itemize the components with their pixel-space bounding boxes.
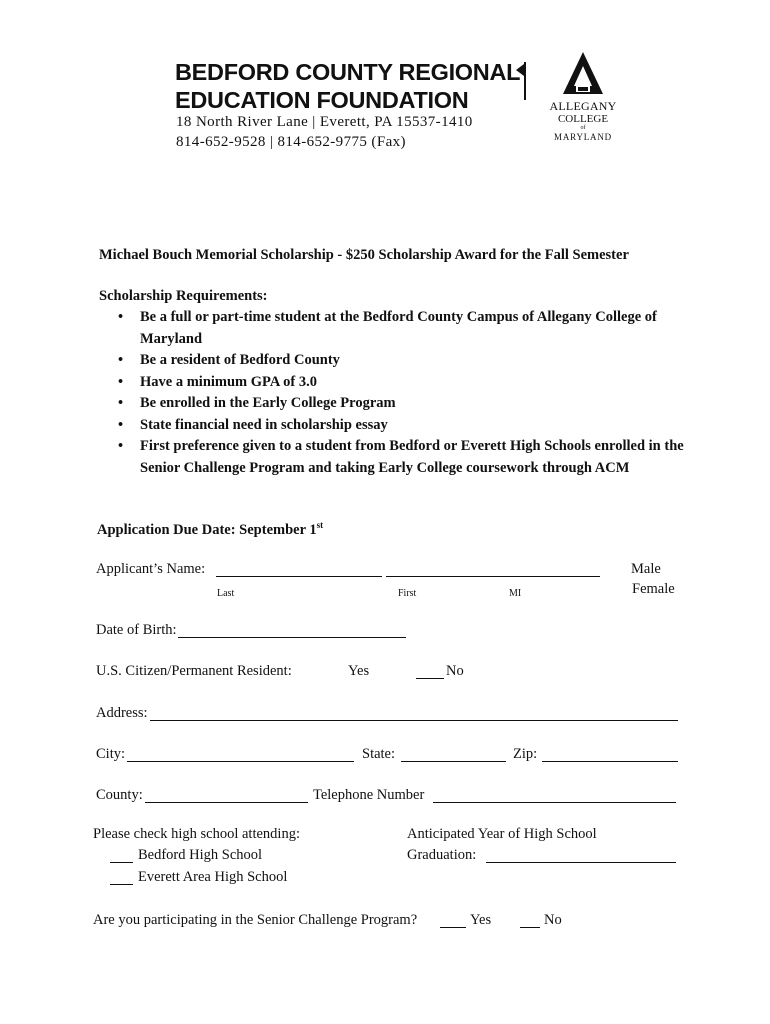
bullet-icon: • [118,395,124,411]
senior-no-option: No [544,912,562,928]
bullet-icon: • [118,438,124,454]
address-field[interactable] [150,720,678,721]
logo-text-college: COLLEGE [557,113,609,125]
requirement-item: • Be a full or part-time student at the Bedford County Campus of Allegany College of Maryland [118,309,657,347]
senior-yes-option: Yes [470,912,492,928]
organization-name-line1: BEDFORD COUNTY REGIONAL [175,59,521,85]
requirement-item: • Have a minimum GPA of 3.0 [118,372,688,394]
bedford-hs-checkbox[interactable] [110,862,133,863]
applicant-name-label: Applicant’s Name: [96,561,206,577]
telephone-field[interactable] [433,802,676,803]
organization-name [175,58,520,114]
senior-yes-checkbox[interactable] [440,927,466,928]
bullet-icon: • [118,416,124,433]
zip-label: Zip: [513,746,538,762]
last-name-field[interactable] [216,576,382,577]
county-field[interactable] [145,802,308,803]
college-logo-icon [561,50,605,98]
divider-arrow-icon [516,64,524,76]
first-name-mi-field[interactable] [386,576,600,577]
county-label: County: [96,787,143,803]
requirement-item: • First preference given to a student from Bedford or Everett High Schools enrolled in the Senior Challenge Program and taking Early College coursework through ACM [118,438,684,476]
graduation-year-field[interactable] [486,862,676,863]
logo-text-of: of [580,125,586,131]
zip-field[interactable] [542,761,678,762]
application-due-date: Application Due Date: September 1st [97,520,324,538]
everett-hs-option: Everett Area High School [138,869,288,885]
requirement-item: • Be a resident of Bedford County [118,350,688,372]
male-option[interactable]: Male [631,561,661,577]
logo-text-maryland: MARYLAND [554,132,612,142]
senior-no-checkbox[interactable] [520,927,540,928]
citizen-label: U.S. Citizen/Permanent Resident: [96,663,292,679]
everett-hs-checkbox[interactable] [110,884,133,885]
bullet-icon: • [118,352,124,368]
state-field[interactable] [401,761,506,762]
organization-name-line2: EDUCATION FOUNDATION [175,87,469,113]
bedford-hs-option: Bedford High School [138,847,263,863]
date-of-birth-field[interactable] [178,637,406,638]
state-label: State: [362,746,396,762]
requirement-item: • State financial need in scholarship essay [118,415,688,437]
logo-text-allegany: ALLEGANY [549,99,617,113]
graduation-label: Graduation: [407,847,477,863]
bullet-icon: • [118,373,124,390]
header-divider [524,62,526,100]
female-option[interactable]: Female [632,581,675,597]
city-label: City: [96,746,126,762]
date-of-birth-label: Date of Birth: [96,622,177,638]
requirements-list [118,307,688,479]
bullet-icon: • [118,309,124,325]
middle-initial-caption: MI [509,588,522,599]
scholarship-title: Michael Bouch Memorial Scholarship - $250 Scholarship Award for the Fall Semester [99,247,629,263]
address-label: Address: [96,705,148,721]
telephone-label: Telephone Number [313,787,425,803]
requirements-heading: Scholarship Requirements: [99,288,268,304]
organization-address: 18 North River Lane | Everett, PA 15537-1410 [176,114,473,130]
citizen-no-checkbox[interactable] [416,678,444,679]
senior-challenge-question: Are you participating in the Senior Challenge Program? [93,912,418,928]
high-school-label: Please check high school attending: [93,826,300,842]
citizen-no-option[interactable]: No [446,663,464,679]
citizen-yes-option[interactable]: Yes [348,663,370,679]
city-field[interactable] [127,761,354,762]
last-name-caption: Last [217,588,235,599]
first-name-caption: First [398,588,417,599]
graduation-year-label: Anticipated Year of High School [407,826,597,842]
allegany-college-logo [548,50,618,143]
organization-phones: 814-652-9528 | 814-652-9775 (Fax) [176,134,406,150]
requirement-item: • Be enrolled in the Early College Program [118,393,688,415]
